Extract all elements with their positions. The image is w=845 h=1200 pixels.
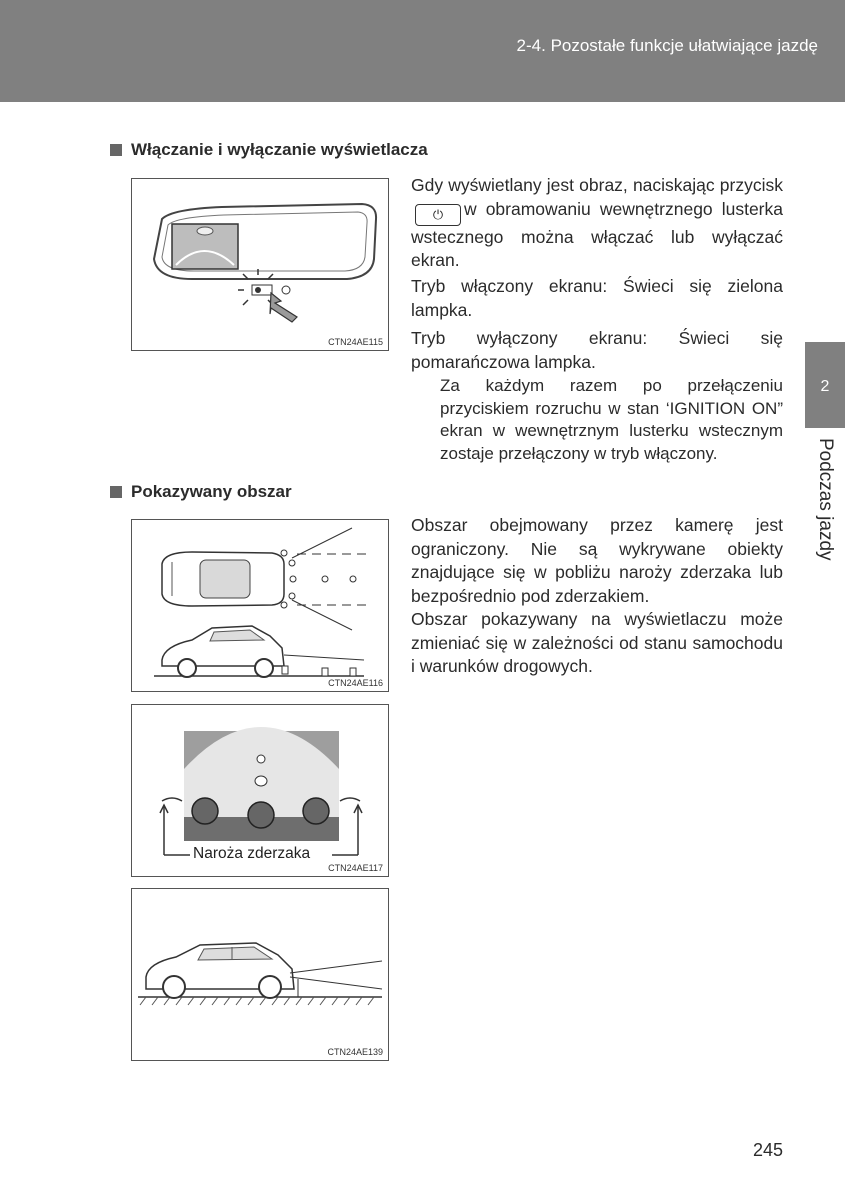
paragraph-displayed-area: Obszar pokazywany na wyświetlaczu może zmieniać się w zależności od stanu samochodu i warunków drogowych. bbox=[411, 609, 783, 676]
section-heading-text: Pokazywany obszar bbox=[131, 482, 292, 501]
figure-code: CTN24AE139 bbox=[327, 1047, 383, 1057]
mirror-illustration bbox=[132, 179, 388, 350]
figure-mirror bbox=[131, 178, 389, 351]
page-number: 245 bbox=[752, 1140, 783, 1160]
figure-code: CTN24AE117 bbox=[328, 863, 383, 873]
figure-side-range bbox=[131, 888, 389, 1061]
paragraph-mode-off: Tryb wyłączony ekranu: Świeci się pomarańczowa lampka. bbox=[411, 328, 783, 372]
header-bar bbox=[0, 0, 845, 102]
power-icon: ⏻ bbox=[415, 204, 461, 226]
figure-camera-range bbox=[131, 519, 389, 692]
bumper-corners-label: Naroża zderzaka bbox=[190, 845, 313, 863]
paragraph-text-before-key: Gdy wyświetlany jest obraz, naciskając przycisk bbox=[411, 175, 783, 195]
paragraph-power-button bbox=[411, 174, 783, 273]
paragraph-text-after-key: w obramowaniu wewnętrznego lusterka wstecznego można włączać lub wyłączać ekran. bbox=[411, 198, 783, 270]
chapter-tab-label: Podczas jazdy bbox=[815, 438, 836, 561]
chapter-tab bbox=[805, 342, 845, 428]
paragraph-camera-coverage: Obszar obejmowany przez kamerę jest ograniczony. Nie są wykrywane obiekty znajdujące się w pobliżu naroży zderzaka lub bezpośrednio pod zderzakiem. bbox=[411, 515, 783, 606]
camera-range-illustration bbox=[132, 520, 388, 691]
square-bullet-icon bbox=[110, 486, 122, 498]
figure-code: CTN24AE115 bbox=[328, 337, 383, 347]
side-range-illustration bbox=[132, 889, 388, 1060]
chapter-title: 2-4. Pozostałe funkcje ułatwiające jazdę bbox=[516, 36, 818, 55]
section-heading-view-area bbox=[110, 482, 292, 502]
section-heading-display-toggle bbox=[110, 140, 428, 160]
note-ignition: Za każdym razem po przełączeniu przyciskiem rozruchu w stan ‘IGNITION ON” ekran w wewnętrznym lusterku wstecznym zostaje przełączony w tryb włączony. bbox=[440, 376, 783, 463]
chapter-tab-number: 2 bbox=[820, 378, 830, 395]
figure-code: CTN24AE116 bbox=[328, 678, 383, 688]
square-bullet-icon bbox=[110, 144, 122, 156]
section-heading-text: Włączanie i wyłączanie wyświetlacza bbox=[131, 140, 428, 159]
paragraph-mode-on: Tryb włączony ekranu: Świeci się zielona lampka. bbox=[411, 276, 783, 320]
